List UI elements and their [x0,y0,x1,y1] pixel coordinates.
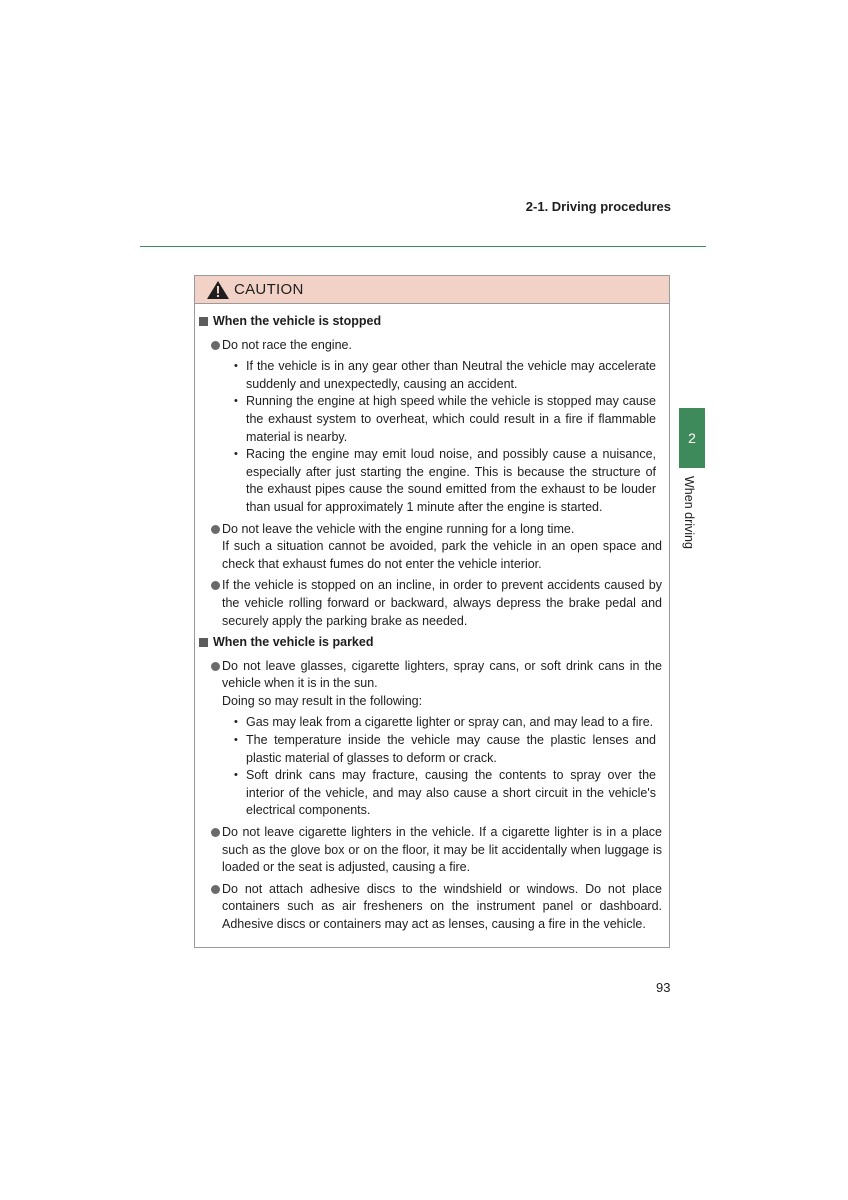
sub-list-item [234,767,662,820]
sub-list-item [234,714,662,732]
list-item-text: Do not leave glasses, cigarette lighters, spray cans, or soft drink cans in the vehicle when it is in the sun. [222,658,662,691]
dot-bullet-icon: • [234,769,238,782]
circle-bullet-icon [211,341,220,350]
dot-bullet-icon: • [234,360,238,373]
square-bullet-icon [199,638,208,647]
chapter-number: 2 [688,430,696,446]
sub-list-item-text: If the vehicle is in any gear other than Neutral the vehicle may accelerate suddenly and unexpectedly, causing an accident. [246,359,656,391]
list-item [211,658,662,820]
dot-bullet-icon: • [234,734,238,747]
caution-title: CAUTION [234,281,304,298]
circle-bullet-icon [211,885,220,894]
sub-list-item [234,358,662,393]
warning-triangle-icon [206,280,230,300]
section-heading-text: When the vehicle is parked [213,635,374,650]
circle-bullet-icon [211,828,220,837]
list-item-text: Do not leave cigarette lighters in the vehicle. If a cigarette lighter is in a place such as the glove box or on the floor, it may be lit accidentally when luggage is loaded or the seat is adjusted, causing a fire. [222,825,662,875]
chapter-label: When driving [682,476,696,549]
list-item [211,577,662,630]
sub-list-item-text: Racing the engine may emit loud noise, and possibly cause a nuisance, especially after just starting the engine. This is because the structure of the exhaust pipes cause the sound emitted from the exhaust to be louder than usual for approximately 1 minute after the engine is started. [246,447,656,514]
section-heading-text: When the vehicle is stopped [213,314,382,328]
dot-bullet-icon: • [234,716,238,729]
list-item [211,881,662,934]
sub-list-item [234,393,662,446]
circle-bullet-icon [211,581,220,590]
list-item [211,337,662,517]
section-heading [199,313,662,331]
sub-list-item [234,732,662,767]
section-heading [199,634,662,652]
sub-list-item-text: Gas may leak from a cigarette lighter or spray can, and may lead to a fire. [246,715,654,730]
caution-box [194,275,670,948]
square-bullet-icon [199,317,208,326]
list-item-text: If the vehicle is stopped on an incline, in order to prevent accidents caused by the vehicle rolling forward or backward, always depress the brake pedal and securely apply the parking brake as needed. [222,578,662,628]
list-item-text: Doing so may result in the following: [222,693,423,708]
circle-bullet-icon [211,525,220,534]
list-item-text: If such a situation cannot be avoided, park the vehicle in an open space and check that exhaust fumes do not enter the vehicle interior. [222,539,662,571]
list-item-text: Do not attach adhesive discs to the windshield or windows. Do not place containers such as air fresheners on the instrument panel or dashboard. Adhesive discs or containers may act as lenses, causing a fire in the vehicle. [222,881,662,931]
chapter-tab [679,408,705,468]
section-title: 2-1. Driving procedures [525,199,671,214]
dot-bullet-icon: • [234,448,238,461]
list-item-text: Do not leave the vehicle with the engine running for a long time. [222,521,575,536]
list-item-text: Do not race the engine. [222,337,352,352]
sub-list-item-text: Running the engine at high speed while the vehicle is stopped may cause the exhaust system to overheat, which could result in a fire if flammable material is nearby. [246,394,656,444]
caution-header [195,276,669,304]
sub-list-item [234,446,662,516]
caution-content [195,304,669,934]
list-item [211,824,662,877]
header-divider [140,246,706,247]
list-item [211,521,662,574]
circle-bullet-icon [211,662,220,671]
page-number: 93 [656,980,671,995]
sub-list-item-text: The temperature inside the vehicle may cause the plastic lenses and plastic material of glasses to deform or crack. [246,733,656,765]
dot-bullet-icon: • [234,395,238,408]
sub-list-item-text: Soft drink cans may fracture, causing the contents to spray over the interior of the vehicle, and may also cause a short circuit in the vehicle's electrical components. [246,768,656,818]
